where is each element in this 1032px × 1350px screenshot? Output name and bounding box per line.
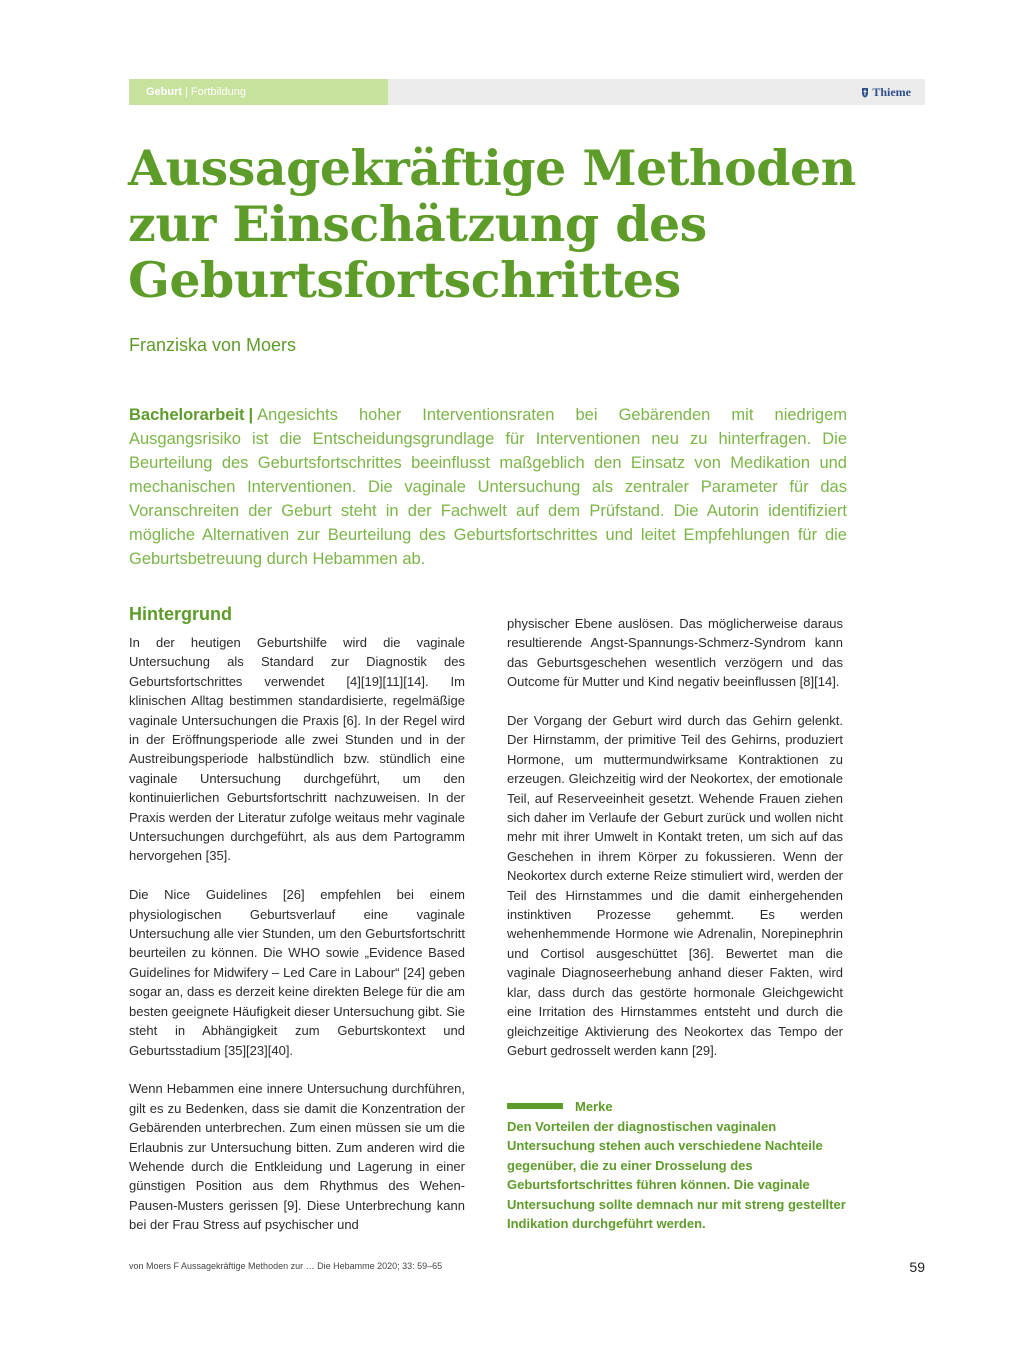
section-category: Fortbildung	[190, 86, 246, 98]
section-tag	[129, 79, 388, 105]
merke-bar	[507, 1103, 563, 1109]
article-title	[128, 140, 908, 308]
body-paragraph: Wenn Hebammen eine innere Untersuchung durchführen, gilt es zu Bedenken, dass sie damit die Konzentration der Gebärenden unterbrechen. Zum einen müssen sie um die Erlaubnis zur Untersuchung bitten. Zum anderen wird die Wehende durch die Entkleidung und Lagerung in einer günstigen Position aus dem Rhythmus des Wehen-Pausen-Musters gerissen [9]. Diese Unterbrechung kann bei der Frau Stress auf psychischer und	[129, 1081, 465, 1233]
body-paragraph: Die Nice Guidelines [26] empfehlen bei einem physiologischen Geburtsverlauf eine vaginale Untersuchung alle vier Stunden, um den Geburtsfortschritt beurteilen zu können. Die WHO sowie „Evidence Based Guidelines for Midwifery – Led Care in Labour“ [24] geben sogar an, dass es derzeit keine direkten Belege für die am besten geeignete Häufigkeit dieser Untersuchung gibt. Sie steht in Abhängigkeit zum Geburtskontext und Geburtsstadium [35][23][40].	[129, 887, 465, 1058]
title-line: Geburtsfortschrittes	[128, 251, 681, 309]
article-abstract	[129, 403, 847, 571]
right-column	[507, 614, 843, 1060]
publisher-name: Thieme	[872, 85, 911, 99]
body-paragraph: Der Vorgang der Geburt wird durch das Gehirn gelenkt. Der Hirnstamm, der primitive Teil des Gehirns, produziert Hormone, um muttermundwirksame Kontraktionen zu erzeugen. Gleichzeitig wird der Neokortex, der emotionale Teil, auf Reserveeinheit gesetzt. Wehende Frauen ziehen sich daher im Verlaufe der Geburt zurück und wollen nicht mehr mit ihrer Umwelt in Kontakt treten, um sich auf das Geschehen in ihrem Körper zu fokussieren. Wenn der Neokortex durch externe Reize stimuliert wird, werden der Teil des Hirnstammes und die damit einhergehenden instinktiven Prozesse gehemmt. Es werden wehenhemmende Hormone wie Adrenalin, Norepinephrin und Cortisol ausgeschüttet [36]. Bewertet man die vaginale Diagnoseerhebung anhand dieser Fakten, wird klar, dass durch das gestörte hormonale Gleichgewicht eine Irritation des Hirnstammes entsteht und durch die gleichzeitige Aktivierung des Neokortex das Tempo der Geburt gedrosselt werden kann [29].	[507, 713, 843, 1058]
abstract-text: Angesichts hoher Interventionsraten bei Gebärenden mit niedrigem Ausgangsrisiko ist die Entscheidungsgrundlage für Interventionen neu zu hinterfragen. Die Beurteilung des Geburtsfortschrittes beeinflusst maßgeblich den Einsatz von Medikation und mechanischen Interventionen. Die vaginale Untersuchung als zentraler Parameter für das Voranschreiten der Geburt steht in der Fachwelt auf dem Prüfstand. Die Autorin identifiziert mögliche Alternativen zur Beurteilung des Geburtsfortschrittes und leitet Empfehlungen für die Geburtsbetreuung durch Hebammen ab.	[129, 406, 847, 568]
title-line: Aussagekräftige Methoden	[128, 139, 856, 197]
title-line: zur Einschätzung des	[128, 195, 707, 253]
merke-header	[507, 1096, 847, 1116]
footer-citation: von Moers F Aussagekräftige Methoden zur … Die Hebamme 2020; 33: 59–65	[129, 1261, 443, 1271]
publisher-logo	[861, 79, 911, 105]
article-author: Franziska von Moers	[129, 335, 297, 355]
page-number: 59	[909, 1259, 925, 1275]
merke-box	[507, 1096, 847, 1233]
left-column	[129, 633, 465, 1235]
abstract-separator: |	[248, 406, 254, 424]
abstract-lead: Bachelorarbeit	[129, 406, 245, 424]
merke-label: Merke	[575, 1098, 613, 1114]
merke-text: Den Vorteilen der diagnostischen vaginalen Untersuchung stehen auch verschiedene Nachteile gegenüber, die zu einer Drosselung des Geburtsfortschrittes führen können. Die vaginale Untersuchung sollte demnach nur mit streng gestellter Indikation durchgeführt werden.	[507, 1119, 846, 1232]
section-heading: Hintergrund	[129, 604, 232, 624]
thieme-emblem-icon	[861, 87, 869, 98]
body-paragraph: In der heutigen Geburtshilfe wird die vaginale Untersuchung als Standard zur Diagnostik des Geburtsfortschrittes verwendet [4][19][11][14]. Im klinischen Alltag bestimmen standardisierte, regelmäßige vaginale Untersuchungen die Praxis [6]. In der Regel wird in der Eröffnungsperiode alle zwei Stunden und in der Austreibungsperiode halbstündlich bzw. stündlich eine vaginale Untersuchung durchgeführt, um den kontinuierlichen Geburtsfortschritt nachzuweisen. In der Praxis werden der Literatur zufolge weitaus mehr vaginale Untersuchungen durchgeführt, als aus dem Partogramm hervorgehen [35].	[129, 635, 465, 864]
body-paragraph: physischer Ebene auslösen. Das möglicherweise daraus resultierende Angst-Spannungs-Schmerz-Syndrom kann das Geburtsgeschehen wesentlich verzögern und das Outcome für Mutter und Kind negativ beeinflussen [8][14].	[507, 616, 843, 690]
section-separator: |	[185, 86, 188, 98]
section-name: Geburt	[146, 86, 183, 98]
header-bar	[129, 79, 925, 105]
